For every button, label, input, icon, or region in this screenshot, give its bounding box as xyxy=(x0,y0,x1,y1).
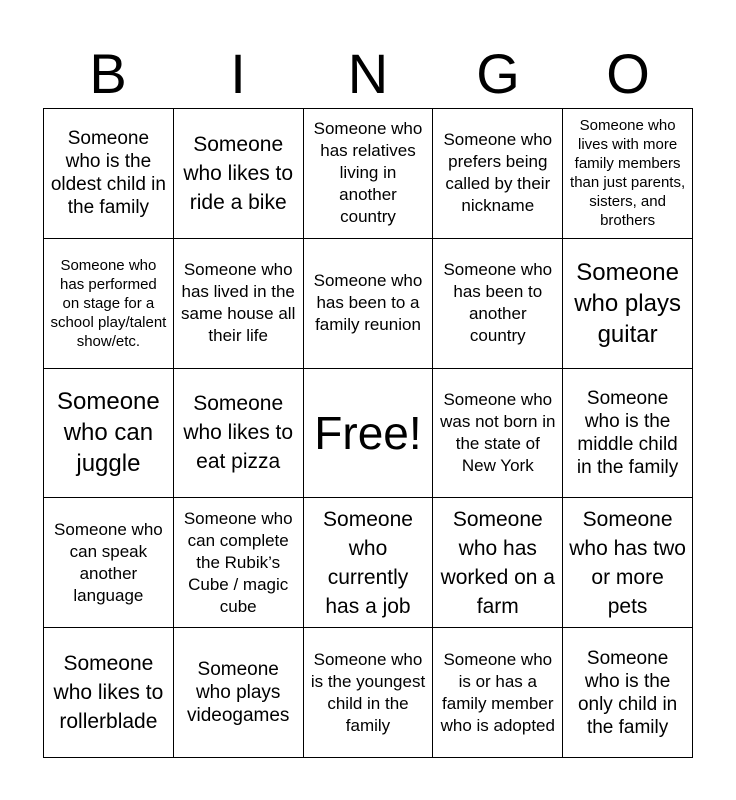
cell-text: Someone who likes to rollerblade xyxy=(53,652,164,734)
cell-text: Someone who can complete the Rubik’s Cube / magic cube xyxy=(183,508,293,616)
bingo-cell-i2[interactable] xyxy=(174,239,304,369)
bingo-cell-o3[interactable] xyxy=(563,369,693,499)
cell-text: Someone who can juggle xyxy=(57,388,160,478)
header-letter-g: G xyxy=(476,42,520,105)
bingo-cell-n5[interactable] xyxy=(304,628,434,758)
cell-text: Someone who has been to a family reunion xyxy=(313,271,423,335)
header-letter-o: O xyxy=(606,42,650,105)
bingo-grid xyxy=(43,108,693,758)
header-letter-i: I xyxy=(230,42,246,105)
bingo-cell-g1[interactable] xyxy=(433,109,563,239)
bingo-cell-g4[interactable] xyxy=(433,498,563,628)
cell-text: Someone who plays videogames xyxy=(186,659,290,727)
cell-text: Someone who was not born in the state of New York xyxy=(440,389,556,475)
cell-text: Someone who is the youngest child in the family xyxy=(310,649,426,735)
cell-text: Someone who plays guitar xyxy=(574,258,681,348)
bingo-header xyxy=(43,40,693,108)
cell-text: Someone who has worked on a farm xyxy=(440,507,555,618)
bingo-cell-o2[interactable] xyxy=(563,239,693,369)
cell-text: Someone who prefers being called by their nickname xyxy=(443,130,553,216)
bingo-cell-b3[interactable] xyxy=(44,369,174,499)
bingo-cell-b5[interactable] xyxy=(44,628,174,758)
bingo-cell-o5[interactable] xyxy=(563,628,693,758)
cell-text: Someone who is the middle child in the family xyxy=(576,387,679,478)
cell-text: Someone who has been to another country xyxy=(443,260,553,346)
cell-text: Someone who currently has a job xyxy=(323,507,413,618)
cell-text: Someone who has relatives living in another country xyxy=(313,119,423,227)
bingo-cell-n1[interactable] xyxy=(304,109,434,239)
bingo-cell-g5[interactable] xyxy=(433,628,563,758)
cell-text: Someone who is the only child in the family xyxy=(577,647,678,738)
bingo-cell-g3[interactable] xyxy=(433,369,563,499)
cell-text: Someone who lives with more family members than just parents, sisters, and brothers xyxy=(570,117,686,230)
cell-text: Someone who likes to ride a bike xyxy=(183,132,294,214)
cell-text: Someone who is or has a family member who is adopted xyxy=(440,649,555,735)
cell-text: Someone who can speak another language xyxy=(54,519,163,605)
free-space-text: Free! xyxy=(314,406,422,459)
bingo-cell-n4[interactable] xyxy=(304,498,434,628)
cell-text: Someone who has two or more pets xyxy=(569,507,686,618)
bingo-cell-o4[interactable] xyxy=(563,498,693,628)
bingo-cell-i3[interactable] xyxy=(174,369,304,499)
bingo-cell-o1[interactable] xyxy=(563,109,693,239)
cell-text: Someone who has lived in the same house all their life xyxy=(181,260,296,346)
cell-text: Someone who has performed on stage for a school play/talent show/etc. xyxy=(50,256,167,350)
bingo-cell-free[interactable] xyxy=(304,369,434,499)
bingo-cell-n2[interactable] xyxy=(304,239,434,369)
bingo-cell-b4[interactable] xyxy=(44,498,174,628)
bingo-cell-b1[interactable] xyxy=(44,109,174,239)
cell-text: Someone who is the oldest child in the family xyxy=(50,128,166,219)
bingo-cell-i1[interactable] xyxy=(174,109,304,239)
bingo-cell-g2[interactable] xyxy=(433,239,563,369)
bingo-cell-i5[interactable] xyxy=(174,628,304,758)
bingo-cell-b2[interactable] xyxy=(44,239,174,369)
header-letter-n: N xyxy=(347,42,389,105)
bingo-cell-i4[interactable] xyxy=(174,498,304,628)
cell-text: Someone who likes to eat pizza xyxy=(183,392,294,474)
header-letter-b: B xyxy=(89,42,127,105)
